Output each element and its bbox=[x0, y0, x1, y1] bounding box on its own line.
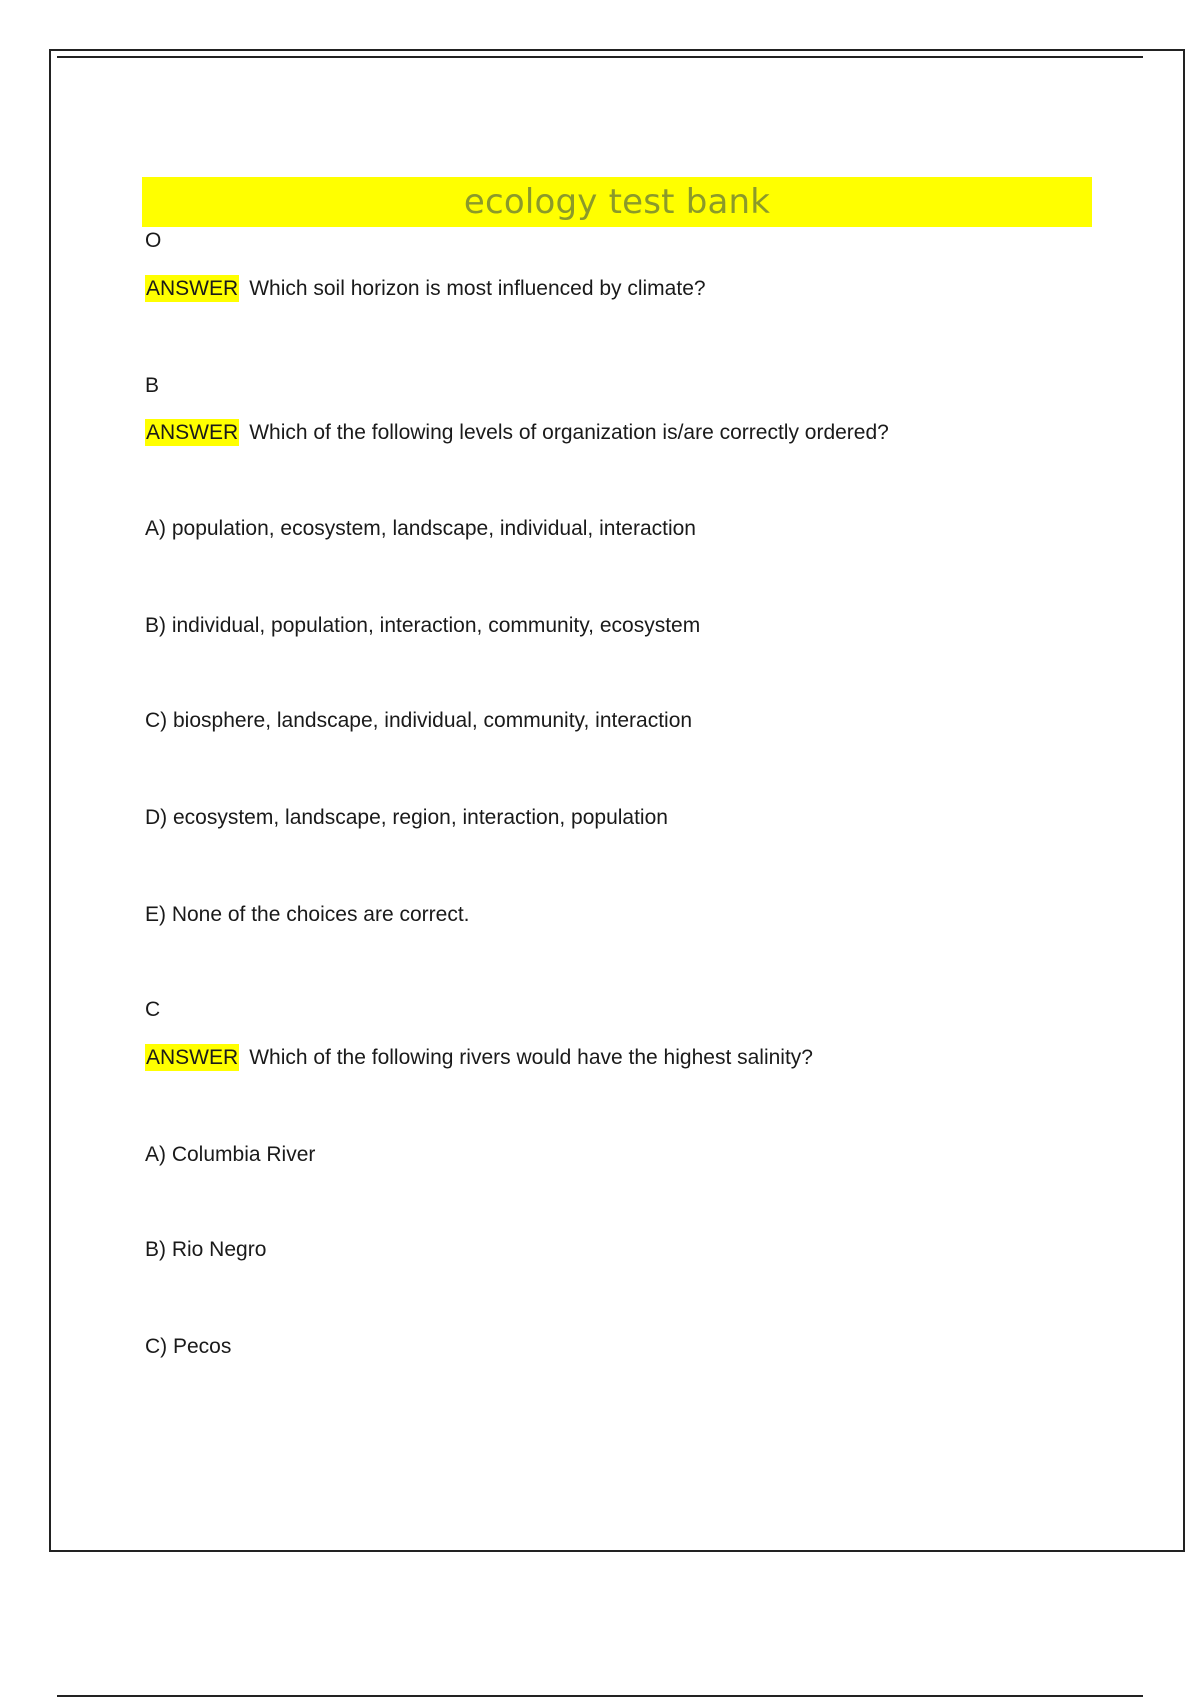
answer-letter: O bbox=[145, 229, 162, 252]
answer-letter: C bbox=[145, 998, 161, 1021]
question-line bbox=[145, 420, 889, 446]
title-band bbox=[142, 177, 1092, 227]
question-text: Which soil horizon is most influenced by climate? bbox=[249, 277, 706, 300]
question-text: Which of the following levels of organization is/are correctly ordered? bbox=[249, 421, 889, 444]
answer-label: ANSWER bbox=[146, 1046, 239, 1069]
question-text: Which of the following rivers would have the highest salinity? bbox=[249, 1046, 813, 1069]
question-line bbox=[145, 276, 706, 302]
bottom-rule bbox=[57, 1695, 1143, 1697]
option-line: A) Columbia River bbox=[145, 1143, 316, 1166]
option-line: D) ecosystem, landscape, region, interaction, population bbox=[145, 806, 668, 829]
answer-letter: B bbox=[145, 374, 160, 397]
option-line: C) Pecos bbox=[145, 1335, 232, 1358]
answer-label: ANSWER bbox=[146, 277, 239, 300]
answer-label: ANSWER bbox=[146, 421, 239, 444]
option-line: B) individual, population, interaction, community, ecosystem bbox=[145, 614, 701, 637]
option-line: A) population, ecosystem, landscape, individual, interaction bbox=[145, 517, 696, 540]
option-line: E) None of the choices are correct. bbox=[145, 903, 470, 926]
question-line bbox=[145, 1045, 813, 1071]
document-title: ecology test bank bbox=[463, 182, 771, 222]
option-line: C) biosphere, landscape, individual, community, interaction bbox=[145, 709, 693, 732]
option-line: B) Rio Negro bbox=[145, 1238, 267, 1261]
